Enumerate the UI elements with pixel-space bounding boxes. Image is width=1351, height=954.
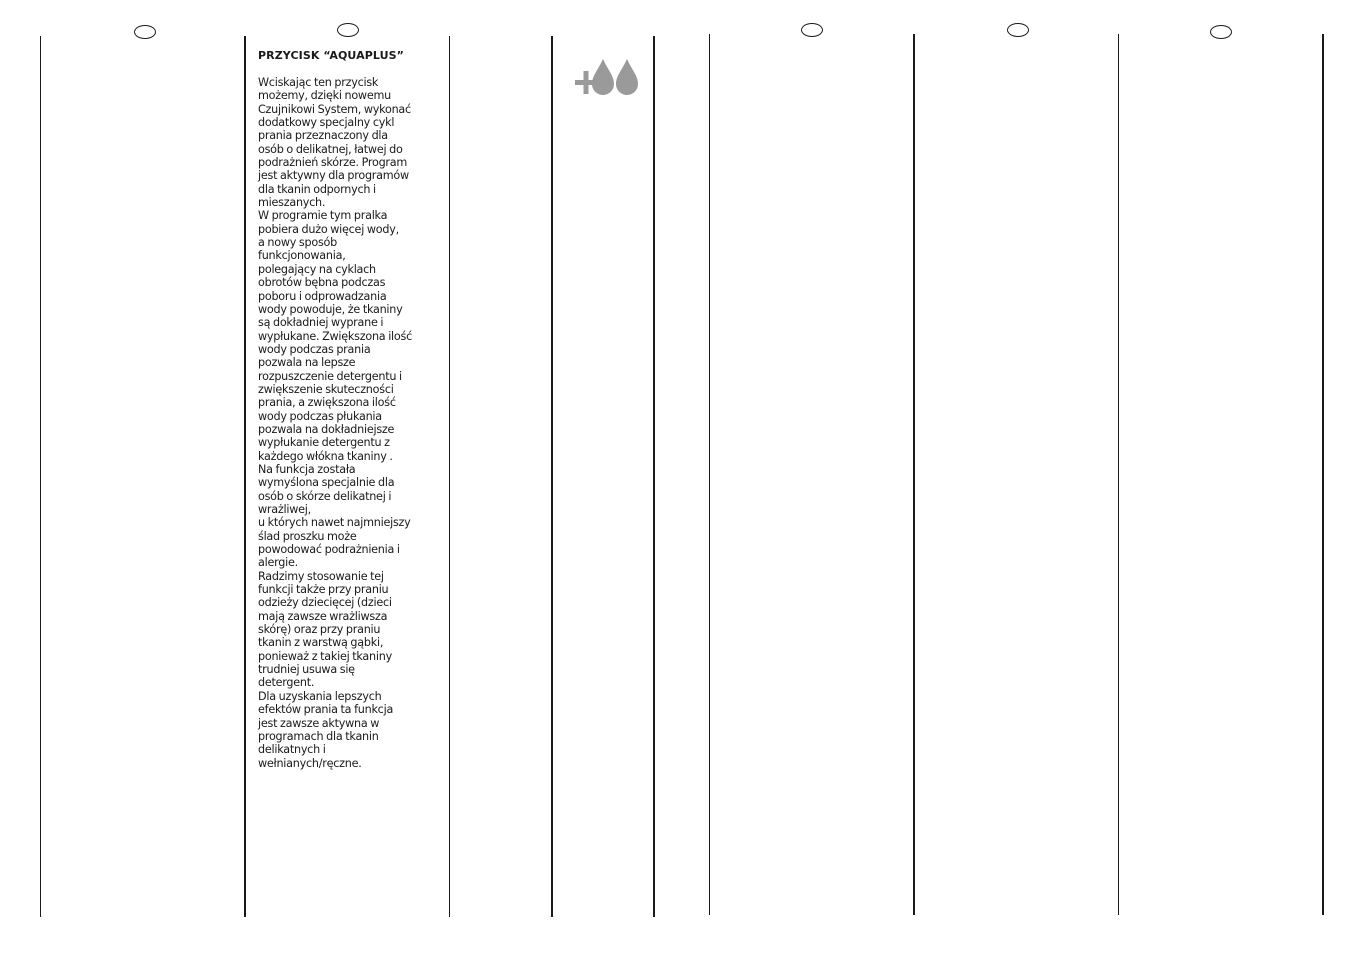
oval-language-marker-icon [1210, 25, 1232, 39]
column-divider [449, 36, 450, 917]
oval-language-marker-icon [337, 23, 359, 37]
plus-water-drops-icon [574, 58, 640, 96]
column-divider [1118, 34, 1119, 915]
column-divider [709, 34, 710, 915]
column-divider [653, 36, 655, 917]
oval-language-marker-icon [134, 25, 156, 39]
column-divider [913, 34, 915, 915]
column-divider [551, 36, 553, 917]
section-body-text: Wciskając ten przycisk możemy, dzięki nowemu Czujnikowi System, wykonać dodatkowy specjalny cykl prania przeznaczony dla osób o delikatnej, łatwej do podrażnień skórze. Program jest aktywny dla programów dla tkanin odpornych i mieszanych. W programie tym pralka pobiera dużo więcej wody, a nowy sposób funkcjonowania, polegający na cyklach obrotów bębna podczas poboru i odprowadzania wody powoduje, że tkaniny są dokładniej wyprane i wypłukane. Zwiększona ilość wody podczas prania pozwala na lepsze rozpuszczenie detergentu i zwiększenie skuteczności prania, a zwiększona ilość wody podczas płukania pozwala na dokładniejsze wypłukanie detergentu z każdego włókna tkaniny . Na funkcja została wymyślona specjalnie dla osób o skórze delikatnej i wrażliwej, u których nawet najmniejszy ślad proszku może powodować podrażnienia i alergie. Radzimy stosowanie tej funkcji także przy praniu odzieży dziecięcej (dzieci mają zawsze wrażliwsza skórę) oraz przy praniu tkanin z warstwą gąbki, ponieważ z takiej tkaniny trudniej usuwa się detergent. Dla uzyskania lepszych efektów prania ta funkcja jest zawsze aktywna w programach dla tkanin delikatnych i wełnianych/ręczne. [258, 76, 412, 770]
section-heading: PRZYCISK “AQUAPLUS” [258, 49, 404, 62]
column-divider [244, 36, 246, 917]
column-divider [40, 36, 41, 917]
oval-language-marker-icon [1007, 23, 1029, 37]
column-divider [1322, 34, 1324, 915]
oval-language-marker-icon [801, 23, 823, 37]
